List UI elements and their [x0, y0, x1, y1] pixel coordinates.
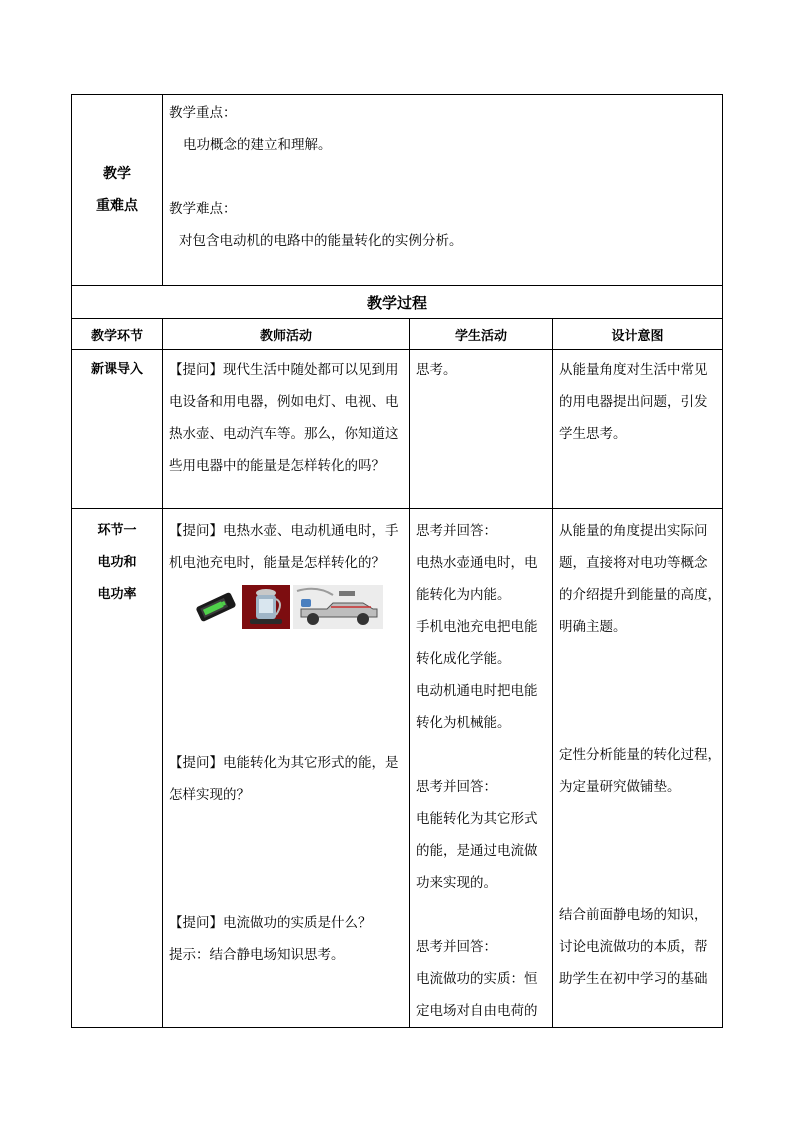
- difficult-point-title: 教学难点：: [169, 201, 237, 217]
- q1-student-line: 转化为机械能。: [416, 715, 511, 731]
- intro-teacher-cell: [163, 350, 410, 509]
- focus-label-line2: 重难点: [96, 198, 138, 214]
- q3-student-line: 电流做功的实质：恒: [416, 971, 538, 987]
- q1-student-line: 电热水壶通电时，电: [416, 555, 538, 571]
- header-design: 设计意图: [553, 319, 723, 350]
- intro-student-cell: [410, 350, 553, 509]
- q1-design-line: 题，直接将对电功等概念: [559, 555, 708, 571]
- section1-stage-line3: 电功率: [97, 587, 137, 602]
- focus-label-cell: [72, 95, 163, 286]
- intro-stage: 新课导入: [90, 362, 143, 377]
- focus-label-line1: 教学: [103, 166, 131, 182]
- intro-student-line: 思考。: [416, 362, 457, 378]
- intro-stage-cell: [72, 350, 163, 509]
- section1-student-cell: [410, 509, 553, 1028]
- q3-student-line: 思考并回答：: [416, 939, 497, 955]
- intro-row: [72, 350, 723, 509]
- lesson-plan-table: [71, 94, 723, 1028]
- focus-row: [72, 95, 723, 286]
- intro-design-line: 学生思考。: [559, 426, 627, 442]
- q1-teacher-line: 【提问】电热水壶、电动机通电时，手: [169, 523, 399, 539]
- q2-student-line: 思考并回答：: [416, 779, 497, 795]
- intro-teacher-line: 些用电器中的能量是怎样转化的吗？: [169, 458, 385, 474]
- header-stage: 教学环节: [72, 319, 163, 350]
- key-point-text: 电功概念的建立和理解。: [183, 137, 332, 153]
- q2-teacher-line: 【提问】电能转化为其它形式的能，是: [169, 755, 399, 771]
- section1-stage-line1: 环节一: [97, 523, 137, 538]
- header-teacher: 教师活动: [163, 319, 410, 350]
- q1-student-line: 能转化为内能。: [416, 587, 511, 603]
- q2-student-line: 电能转化为其它形式: [416, 811, 538, 827]
- q1-design-line: 的介绍提升到能量的高度，: [559, 587, 721, 603]
- q3-design-line: 结合前面静电场的知识，: [559, 907, 708, 923]
- section1-row: [72, 509, 723, 1028]
- q1-student-line: 手机电池充电把电能: [416, 619, 538, 635]
- focus-content-cell: [163, 95, 723, 286]
- q1-design-line: 明确主题。: [559, 619, 627, 635]
- section1-teacher-cell: [163, 509, 410, 1028]
- q3-student-line: 定电场对自由电荷的: [416, 1003, 538, 1019]
- process-header-row: [72, 319, 723, 350]
- q1-teacher-line: 机电池充电时，能量是怎样转化的？: [169, 555, 385, 571]
- q1-student-line: 思考并回答：: [416, 523, 497, 539]
- section1-stage-cell: [72, 509, 163, 1028]
- intro-design-line: 的用电器提出问题，引发: [559, 394, 708, 410]
- intro-teacher-line: 【提问】现代生活中随处都可以见到用: [169, 362, 399, 378]
- intro-design-cell: [553, 350, 723, 509]
- q3-design-line: 讨论电流做功的本质，帮: [559, 939, 708, 955]
- intro-teacher-line: 热水壶、电动汽车等。那么，你知道这: [169, 426, 399, 442]
- q2-design-line: 定性分析能量的转化过程，: [559, 747, 721, 763]
- kettle-image: [242, 585, 290, 629]
- q2-student-line: 功来实现的。: [416, 875, 497, 891]
- header-student: 学生活动: [410, 319, 553, 350]
- q2-design-line: 为定量研究做铺垫。: [559, 779, 681, 795]
- appliance-images: [193, 585, 403, 629]
- process-title: 教学过程: [72, 286, 723, 319]
- difficult-point-text: 对包含电动机的电路中的能量转化的实例分析。: [179, 233, 463, 249]
- intro-teacher-line: 电设备和用电器，例如电灯、电视、电: [169, 394, 399, 410]
- q3-teacher-line: 提示：结合静电场知识思考。: [169, 947, 345, 963]
- lesson-plan-page: [71, 94, 722, 1028]
- electric-car-image: [293, 585, 383, 629]
- section1-design-cell: [553, 509, 723, 1028]
- process-title-row: [72, 286, 723, 319]
- section1-stage-line2: 电功和: [97, 555, 137, 570]
- q3-teacher-line: 【提问】电流做功的实质是什么？: [169, 915, 372, 931]
- key-point-title: 教学重点：: [169, 105, 237, 121]
- q2-teacher-line: 怎样实现的？: [169, 787, 250, 803]
- q1-student-line: 电动机通电时把电能: [416, 683, 538, 699]
- intro-design-line: 从能量角度对生活中常见: [559, 362, 708, 378]
- q2-student-line: 的能，是通过电流做: [416, 843, 538, 859]
- q1-design-line: 从能量的角度提出实际问: [559, 523, 708, 539]
- phone-charging-image: [193, 585, 239, 629]
- q1-student-line: 转化成化学能。: [416, 651, 511, 667]
- q3-design-line: 助学生在初中学习的基础: [559, 971, 708, 987]
